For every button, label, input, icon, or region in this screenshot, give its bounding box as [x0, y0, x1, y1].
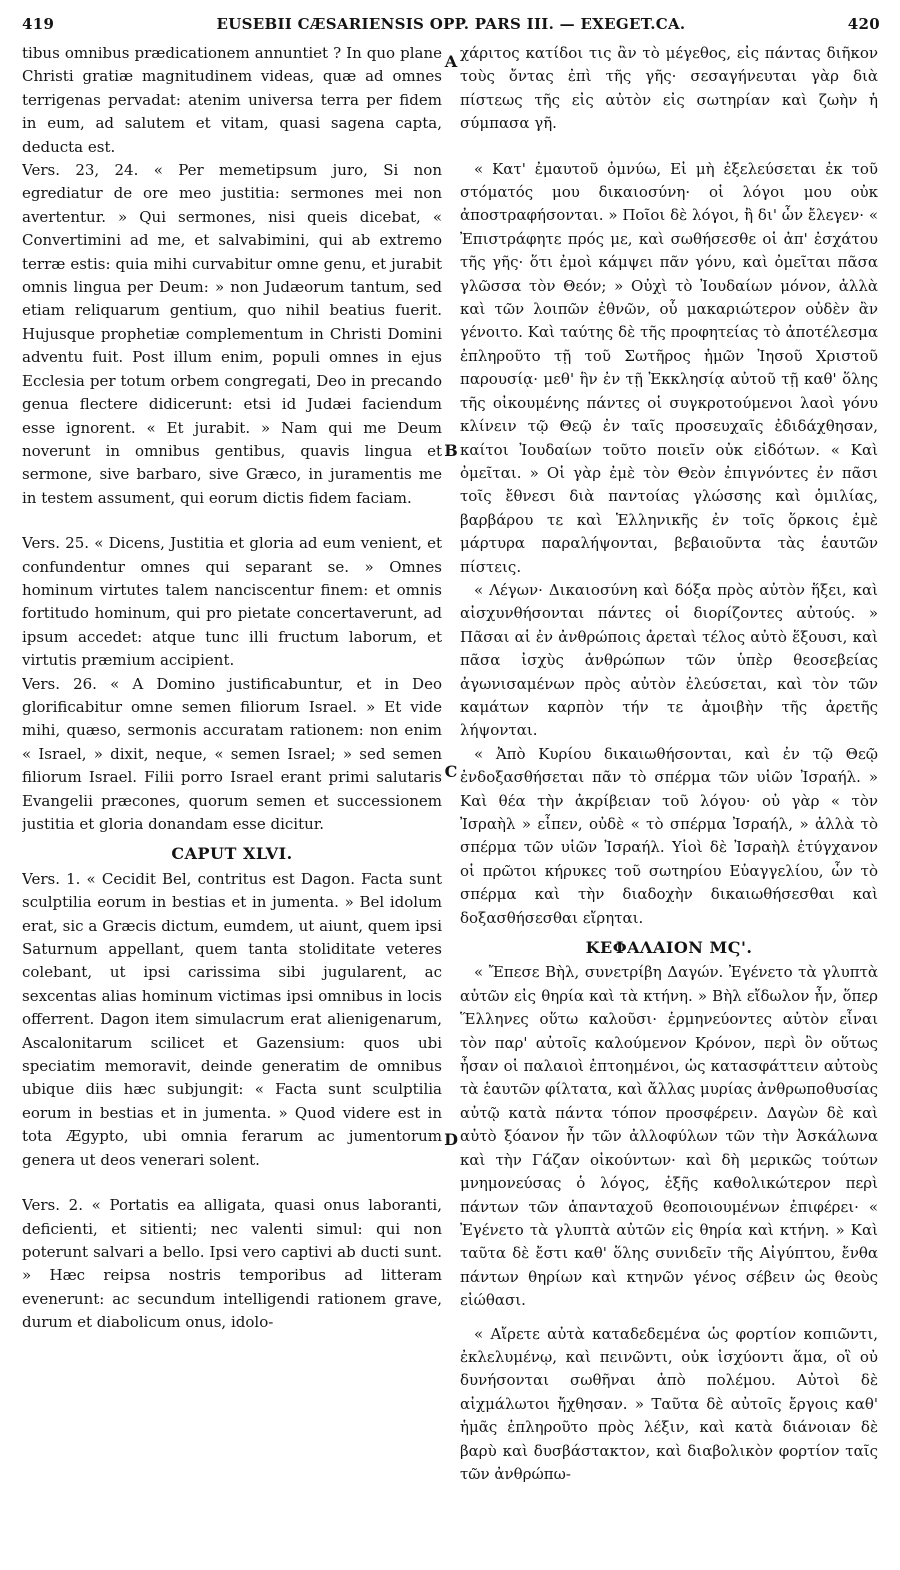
latin-paragraph: Vers. 25. « Dicens, Justitia et gloria ad eum venient, et confundentur omnes qui separant se. » Omnes hominum virtutes talem nanciscentur finem: et omnis fortitudo hominum, qui pro pietate concertaverunt, ad ipsum accedet: atque tunc illi fructum laborum, et virtutis præmium accipient.	[22, 534, 442, 670]
greek-paragraph: « Λέγων· Δικαιοσύνη καὶ δόξα πρὸς αὐτὸν ἥξει, καὶ αἰσχυνθήσονται πάντες οἱ διορίζοντες αὐτούς. » Πᾶσαι αἱ ἐν ἀνθρώποις ἀρεταὶ τέλος αὐτὸ ἕξουσι, καὶ πᾶσα ἰσχὺς ἀνθρώπων τῶν ὑπὲρ θεοσεβείας ἀγωνισαμένων πρὸς αὐτὸν ἐλεύσεται, καὶ τὸν τῶν καμάτων καρπὸν τήν τε ἀμοιβὴν τῆς ἀρετῆς λήψονται.	[460, 580, 878, 740]
margin-marker-d: D	[444, 1130, 458, 1149]
greek-paragraph: « Ἔπεσε Βὴλ, συνετρίβη Δαγών. Ἐγένετο τὰ γλυπτὰ αὐτῶν εἰς θηρία καὶ τὰ κτήνη. » Βὴλ εἴδωλον ἦν, ὅπερ Ἕλληνες οὕτω καλοῦσι· ἑρμηνεύοντες αὐτὸν εἶναι τὸν παρ' αὐτοῖς καλούμενον Κρόνον, περὶ ὃν οὕτως ἦσαν οἱ παλαιοὶ ἐπτοημένοι, ὡς κατασφάττειν αὐτοὺς τὰ ἑαυτῶν φίλτατα, καὶ ἄλλας μυρίας ἀνθρωποθυσίας αὐτῷ κατὰ πάντα τόπον προσφέρειν. Δαγὼν δὲ καὶ αὐτὸ ξόανον ἦν τῶν ἀλλοφύλων τῶν τὴν Ἀσκάλωνα καὶ τὴν Γάζαν οἰκούντων· καὶ δὴ μερικῶς τούτων μνημονεύσας ὁ λόγος, ἑξῆς καθολικώτερον περὶ πάντων τῶν ἁπανταχοῦ θεοποιουμένων ἐπιφέρει· « Ἐγένετο τὰ γλυπτὰ αὐτῶν εἰς θηρία καὶ κτήνη. » Καὶ ταῦτα δὲ ἔστι καθ' ὅλης συνιδεῖν τῆς Αἰγύπτου, ἔνθα πάντων θηρίων καὶ κτηνῶν γένος σέβειν ὡς θεοὺς εἰώθασι.	[460, 963, 878, 1310]
chapter-heading-greek: ΚΕΦΑΛΑΙΟΝ ΜϚ'.	[585, 938, 753, 958]
page-number-right: 420	[847, 15, 880, 33]
running-title: EUSEBII CÆSARIENSIS OPP. PARS III. — EXEGET.CA.	[216, 15, 686, 33]
margin-marker-b: B	[444, 441, 458, 460]
latin-paragraph: Vers. 23, 24. « Per memetipsum juro, Si non egrediatur de ore meo justitia: sermones mei non avertentur. » Qui sermones, nisi queis dicebat, « Convertimini ad me, et salvabimini, qui ab extremo terræ estis: quia mihi curvabitur omne genu, et jurabit omnis lingua per Deum: » non Judæorum tantum, sed etiam reliquarum gentium, quo nihil beatius fuerit. Hujusque prophetiæ complementum in Christi Domini adventu fuit. Post illum enim, populi omnes in ejus Ecclesia per totum orbem congregati, Deo in precando genua flectere didicerunt: etsi id Judæi faciendum esse ignorent. « Et jurabit. » Nam qui me Deum noverunt in omnibus gentibus, quavis lingua et sermone, sive barbaro, sive Græco, in juramentis me in testem assument, qui eorum dictis fidem faciam.	[22, 161, 442, 507]
margin-marker-a: A	[444, 52, 458, 71]
chapter-heading-latin: CAPUT XLVI.	[171, 844, 293, 864]
greek-paragraph: « Αἴρετε αὐτὰ καταδεδεμένα ὡς φορτίον κοπιῶντι, ἐκλελυμένῳ, καὶ πεινῶντι, οὐκ ἰσχύοντι ἅμα, οἳ οὐ δυνήσονται σωθῆναι ἀπὸ πολέμου. Αὐτοὶ δὲ αἰχμάλωτοι ἤχθησαν. » Ταῦτα δὲ αὐτοῖς ἔργοις καθ' ἡμᾶς ἐπληροῦτο πρὸς λέξιν, καὶ κατὰ διάνοιαν δὲ βαρὺ καὶ δυσβάστακτον, καὶ διαβολικὸν φορτίον ταῖς τῶν ἀνθρώπω-	[460, 1324, 878, 1483]
greek-paragraph: « Ἀπὸ Κυρίου δικαιωθήσονται, καὶ ἐν τῷ Θεῷ ἐνδοξασθήσεται πᾶν τὸ σπέρμα τῶν υἱῶν Ἰσραήλ. » Καὶ θέα τὴν ἀκρίβειαν τοῦ λόγου· οὐ γὰρ « τὸν Ἰσραὴλ » εἶπεν, οὐδὲ « τὸ σπέρμα Ἰσραήλ, » ἀλλὰ τὸ σπέρμα τῶν υἱῶν Ἰσραήλ. Υἱοὶ δὲ Ἰσραὴλ ἐτύγχανον οἱ πρῶτοι κήρυκες τοῦ σωτηρίου Εὐαγγελίου, ὧν τὸ σπέρμα καὶ τὴν διαδοχὴν δικαιωθήσεσθαι καὶ δοξασθήσεσθαι εἴρηται.	[460, 744, 878, 927]
greek-column	[460, 42, 878, 1562]
running-head	[22, 10, 880, 38]
latin-column	[22, 42, 442, 1562]
margin-marker-c: C	[444, 762, 458, 781]
latin-paragraph: Vers. 1. « Cecidit Bel, contritus est Dagon. Facta sunt sculptilia eorum in bestias et in jumenta. » Bel idolum erat, sic a Græcis dictum, eumdem, ut aiunt, quem ipsi Saturnum appellant, quem tanta stoliditate veteres colebant, ut ipsi carissima sibi jugularent, ac sexcentas alias hominum victimas ipsi omnibus in locis offerrent. Dagon item simulacrum erat alienigenarum, Ascalonitarum scilicet et Gazensium: quos ubi speciatim memoravit, deinde generatim de omnibus ubique diis hæc subjungit: « Facta sunt sculptilia eorum in bestias et in jumenta. » Quod videre est in tota Ægypto, ubi omnia ferarum ac jumentorum genera ut deos venerari solent.	[22, 869, 442, 1169]
greek-paragraph: χάριτος κατίδοι τις ἂν τὸ μέγεθος, εἰς πάντας διῆκον τοὺς ὄντας ἐπὶ τῆς γῆς· σεσαγήνευται γὰρ διὰ πίστεως τῆς εἰς αὐτὸν εἰς σωτηρίαν καὶ ζωὴν ἡ σύμπασα γῆ.	[460, 44, 878, 133]
page-number-left: 419	[22, 15, 55, 33]
latin-paragraph: tibus omnibus prædicationem annuntiet ? In quo plane Christi gratiæ magnitudinem videas, quæ ad omnes terrigenas pervadat: atenim universa terra per fidem in eum, ad salutem et vitam, quasi sagena capta, deducta est.	[22, 44, 442, 156]
latin-paragraph: Vers. 2. « Portatis ea alligata, quasi onus laboranti, deficienti, et sitienti; nec valenti simul: qui non poterunt salvari a bello. Ipsi vero captivi ab ducti sunt. » Hæc reipsa nostris temporibus ad litteram evenerunt: ac secundum intelligendi rationem grave, durum et diabolicum onus, idolo-	[22, 1196, 442, 1332]
latin-paragraph: Vers. 26. « A Domino justificabuntur, et in Deo glorificabitur omne semen filiorum Israel. » Et vide mihi, quæso, sermonis accuratam rationem: non enim « Israel, » dixit, neque, « semen Israel; » sed semen filiorum Israel. Filii porro Israel erant primi salutaris Evangelii præcones, quorum semen et successionem justitia et gloria donandam esse dicitur.	[22, 674, 442, 833]
greek-paragraph: « Κατ' ἐμαυτοῦ ὀμνύω, Εἰ μὴ ἐξελεύσεται ἐκ τοῦ στόματός μου δικαιοσύνη· οἱ λόγοι μου οὐκ ἀποστραφήσονται. » Ποῖοι δὲ λόγοι, ἢ δι' ὧν ἔλεγεν· « Ἐπιστράφητε πρός με, καὶ σωθήσεσθε οἱ ἀπ' ἐσχάτου τῆς γῆς· ὅτι ἐμοὶ κάμψει πᾶν γόνυ, καὶ ὀμεῖται πᾶσα γλῶσσα τὸν Θεόν; » Οὐχὶ τὸ Ἰουδαίων μόνον, ἀλλὰ καὶ τῶν λοιπῶν ἐθνῶν, οὗ μακαριώτερον οὐδὲν ἂν γένοιτο. Καὶ ταύτης δὲ τῆς προφητείας τὸ ἀποτέλεσμα ἐπληροῦτο τῇ τοῦ Σωτῆρος ἡμῶν Ἰησοῦ Χριστοῦ παρουσίᾳ· μεθ' ἣν ἐν τῇ Ἐκκλησίᾳ αὐτοῦ τῇ καθ' ὅλης τῆς οἰκουμένης πάντες οἱ συγκροτούμενοι λαοὶ γόνυ κλίνειν τῷ Θεῷ ἐν ταῖς προσευχαῖς ἐδιδάχθησαν, καίτοι Ἰουδαίων τοῦτο ποιεῖν οὐκ εἰδότων. « Καὶ ὀμεῖται. » Οἱ γὰρ ἐμὲ τὸν Θεὸν ἐπιγνόντες ἐν πᾶσι τοῖς ἔθνεσι διὰ παντοίας γλώσσης καὶ ὁμιλίας, βαρβάρου τε καὶ Ἑλληνικῆς ἐν τοῖς ὅρκοις ἐμὲ μάρτυρα παραλήψονται, βεβαιοῦντα τὰς ἑαυτῶν πίστεις.	[460, 159, 878, 576]
